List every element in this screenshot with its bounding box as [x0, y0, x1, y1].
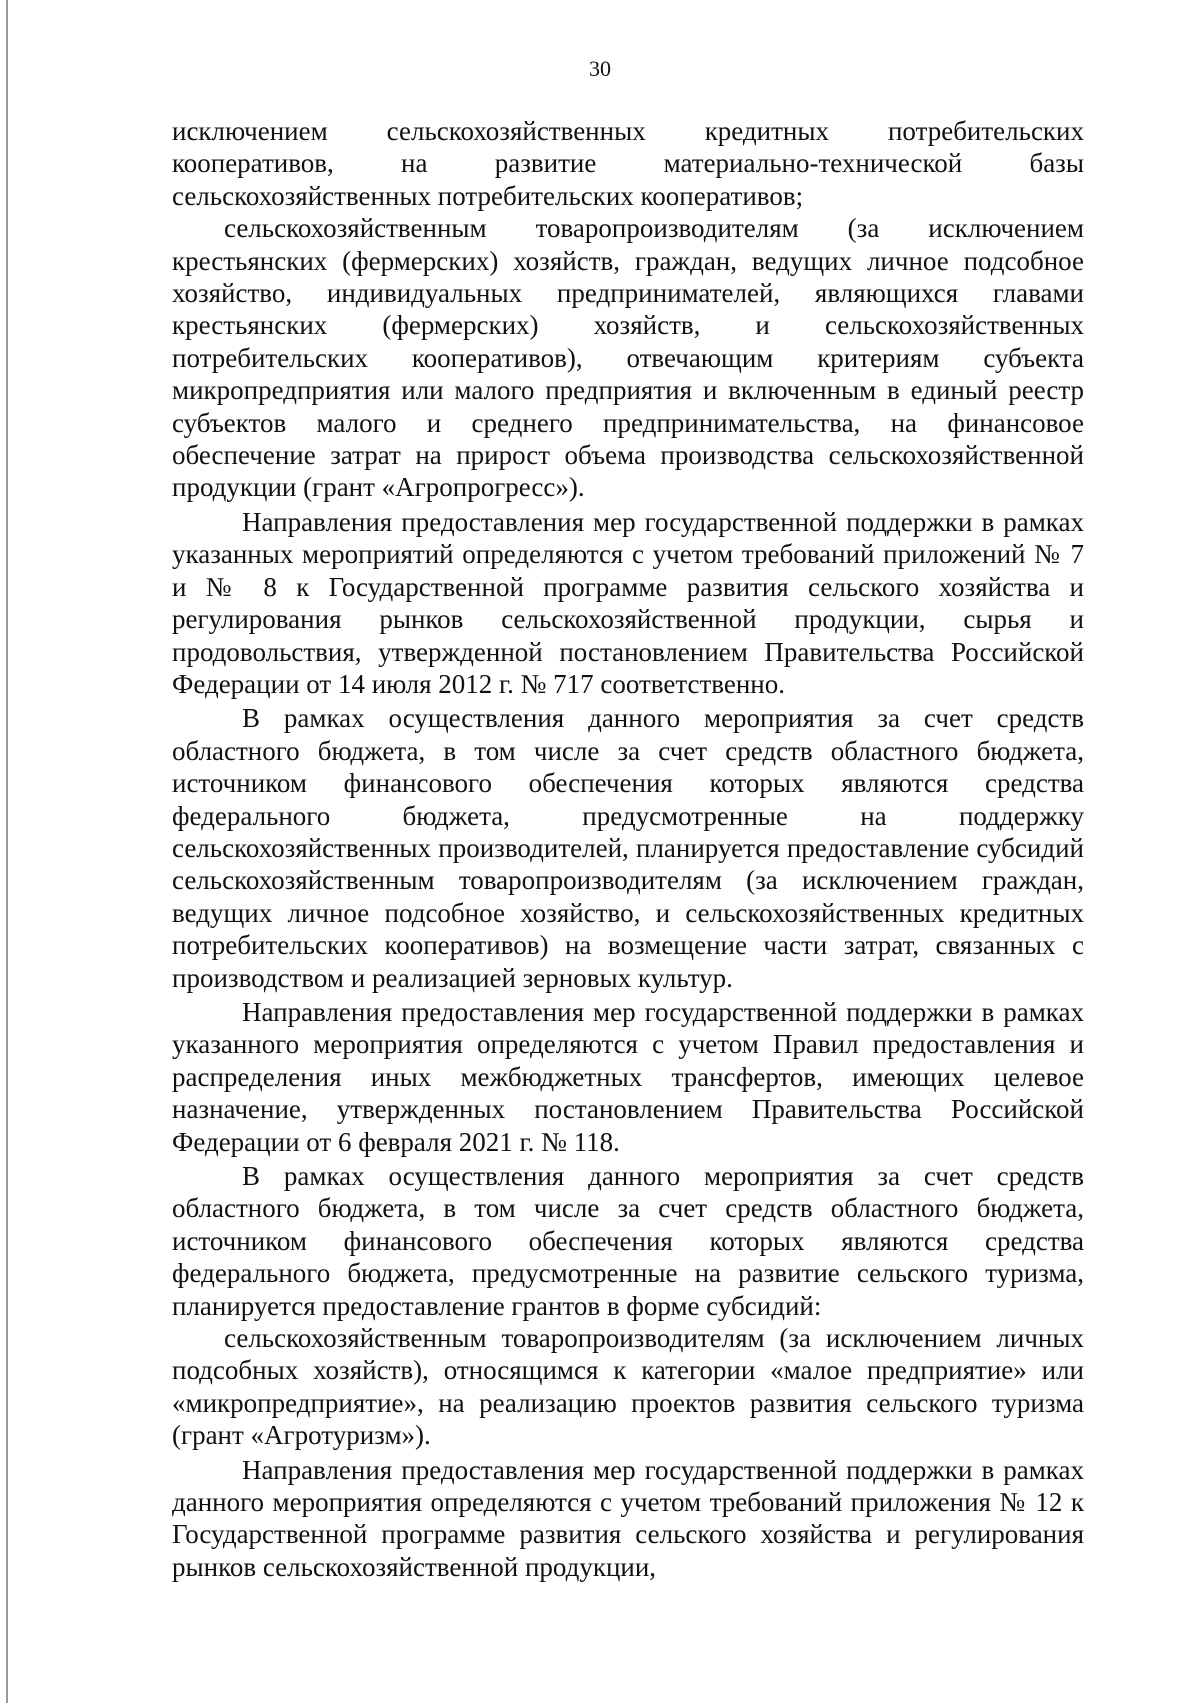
- paragraph-support-directions-3: Направления предоставления мер государственной поддержки в рамках данного мероприятия определяются с учетом требований приложения № 12 к Государственной программе развития сельского хозяйства и регулирования рынков сельскохозяйственной продукции,: [172, 1454, 1084, 1582]
- scan-edge-line: [6, 0, 8, 1703]
- paragraph-support-directions-2: Направления предоставления мер государственной поддержки в рамках указанного мероприятия определяются с учетом Правил предоставления и распределения иных межбюджетных трансфертов, имеющих целевое назначение, утвержденных постановлением Правительства Российской Федерации от 6 февраля 2021 г. № 118.: [172, 996, 1084, 1157]
- paragraph-rural-tourism-grants: В рамках осуществления данного мероприятия за счет средств областного бюджета, в том числе за счет средств областного бюджета, источником финансового обеспечения которых являются средства федерального бюджета, предусмотренные на развитие сельского туризма, планируется предоставление грантов в форме субсидий:: [172, 1161, 1084, 1321]
- paragraph-agrotourism-recipients: сельскохозяйственным товаропроизводителям (за исключением личных подсобных хозяйств), относящимся к категории «малое предприятие» или «микропредприятие», на реализацию проектов развития сельского туризма (грант «Агротуризм»).: [172, 1323, 1084, 1451]
- paragraph-agroprogress-recipients: сельскохозяйственным товаропроизводителям (за исключением крестьянских (фермерских) хозяйств, граждан, ведущих личное подсобное хозяйство, индивидуальных предпринимателей, являющихся главами крестьянских (фермерских) хозяйств, и сельскохозяйственных потребительских кооперативов), отвечающим критериям субъекта микропредприятия или малого предприятия и включенным в единый реестр субъектов малого и среднего предпринимательства, на финансовое обеспечение затрат на прирост объема производства сельскохозяйственной продукции (грант «Агропрогресс»).: [172, 213, 1084, 503]
- page-number: 30: [589, 56, 611, 81]
- paragraph-continuation: исключением сельскохозяйственных кредитных потребительских кооперативов, на развитие материально-технической базы сельскохозяйственных потребительских кооперативов;: [172, 116, 1084, 211]
- paragraph-grain-subsidies: В рамках осуществления данного мероприятия за счет средств областного бюджета, в том числе за счет средств областного бюджета, источником финансового обеспечения которых являются средства федерального бюджета, предусмотренные на поддержку сельскохозяйственных производителей, планируется предоставление субсидий сельскохозяйственным товаропроизводителям (за исключением граждан, ведущих личное подсобное хозяйство, и сельскохозяйственных кредитных потребительских кооперативов) на возмещение части затрат, связанных с производством и реализацией зерновых культур.: [172, 703, 1084, 993]
- document-body: [172, 115, 1084, 1583]
- paragraph-support-directions-1: Направления предоставления мер государственной поддержки в рамках указанных мероприятий определяются с учетом требований приложений № 7 и № 8 к Государственной программе развития сельского хозяйства и регулирования рынков сельскохозяйственной продукции, сырья и продовольствия, утвержденной постановлением Правительства Российской Федерации от 14 июля 2012 г. № 717 соответственно.: [172, 506, 1084, 699]
